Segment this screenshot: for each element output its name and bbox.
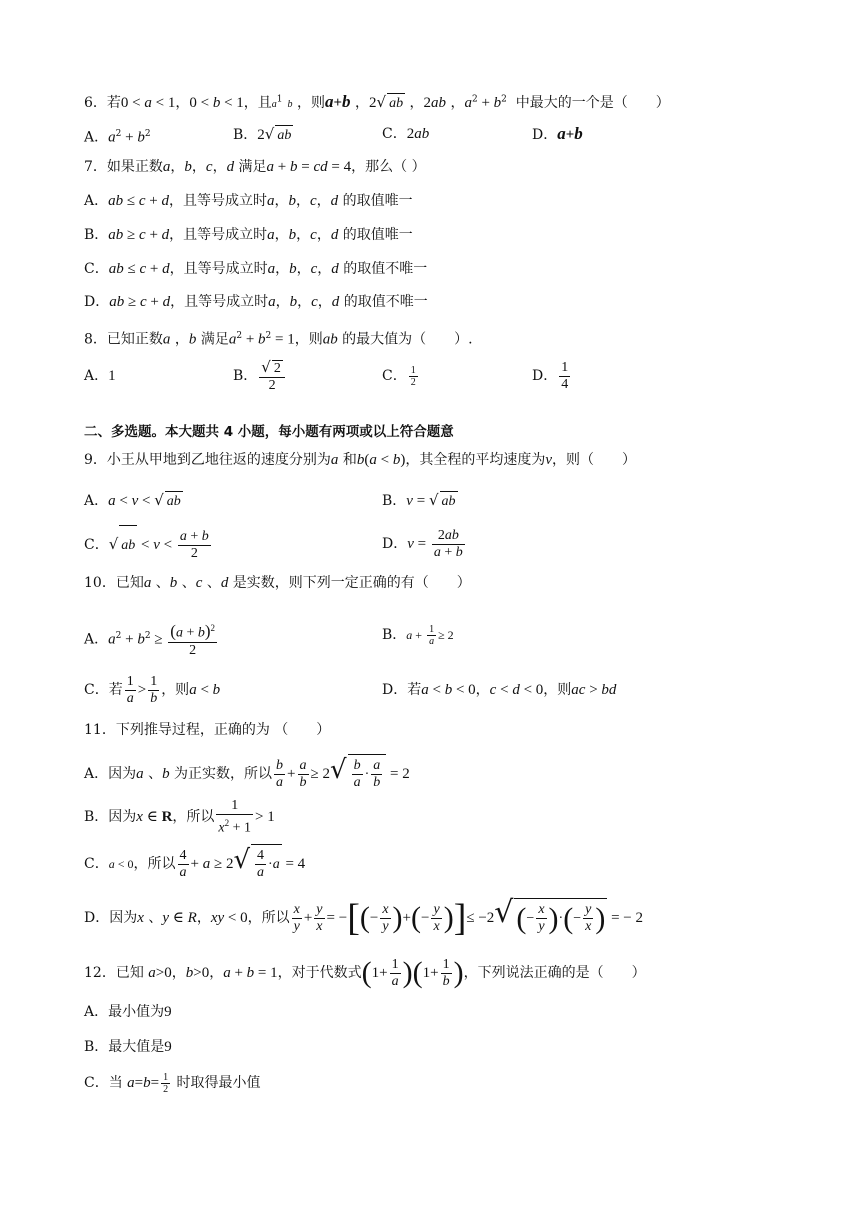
q7-option-b: B．ab ≥ c + d，且等号成立时a，b，c，d 的取值唯一: [84, 227, 413, 243]
q8-option-b: B． $\frac{√ 2}{2}$: [233, 356, 287, 396]
q9-option-a: A．a < v < √ ab: [84, 490, 183, 512]
q11-option-a: A．因为a 、b 为正实数，所以 $\frac{b}{a}$ + $\frac{a}{b}$ ≥ 2√ $\frac{b}{a}$ · $\frac{a}{b}$ = 2: [84, 750, 410, 795]
q10-option-a: A．$a^2 + b^2$ ≥ $\frac{(a + b)^2}{2}$: [84, 621, 216, 658]
q9-option-d: D．v = $\frac{2ab}{a + b}$: [382, 527, 463, 560]
q11-option-b: B．因为x ∈ R，所以 $\frac{1}{x^2 + 1}$ > 1: [84, 797, 275, 836]
q7-option-c: C．ab ≤ c + d，且等号成立时a，b，c，d 的取值不唯一: [84, 261, 428, 277]
q7-stem: 7．如果正数a，b，c，d 满足a + b = cd = 4，那么（ ）: [84, 159, 426, 175]
q12-option-a: A．最小值为9: [84, 1004, 172, 1020]
q8-option-d: D． $\frac{1}{4}$: [532, 359, 569, 392]
q9-option-c: C．√ ab < v < $\frac{a + b}{2}$: [84, 524, 213, 566]
q11-option-d: D．因为x 、y ∈ R，xy < 0，所以 $\frac{x}{y}$ + $\frac{y}{x}$ = −[(− $\frac{x}{y}$ )+(− $\frac{y}{x}$ )]≤ −2√ (− $\frac{x}{y}$ )·(− $\frac{y}{x}$ ) = − 2: [84, 895, 644, 939]
q6-option-b: B．2√ ab: [233, 124, 293, 146]
q6-option-c: C．2ab: [382, 126, 430, 142]
q8-option-c: C． $\frac{1}{2}$: [382, 364, 416, 388]
q10-option-d: D．若a < b < 0，c < d < 0，则ac > bd: [382, 682, 617, 698]
q9-stem: 9．小王从甲地到乙地往返的速度分别为a 和b(a < b)，其全程的平均速度为v，则（ ）: [84, 452, 636, 468]
q10-stem: 10．已知a 、b 、c 、d 是实数，则下列一定正确的有（ ）: [84, 575, 471, 591]
q8-stem: 8．已知正数a ，b 满足$a^2 + b^2 = 1$，则ab 的最大值为（ ）.: [84, 331, 473, 348]
q7-option-a: A．ab ≤ c + d，且等号成立时a，b，c，d 的取值唯一: [84, 193, 413, 209]
q11-stem: 11．下列推导过程，正确的为 （ ）: [84, 722, 331, 738]
q6-option-a: A．$a^2 + b^2$: [84, 129, 151, 146]
q12-option-b: B．最大值是9: [84, 1039, 172, 1055]
q10-option-c: C．若 $\frac{1}{a}$ > $\frac{1}{b}$ ，则a < b: [84, 673, 221, 706]
q6-option-d: D．a+b: [532, 124, 583, 143]
q6-stem-text: 6．若0 < a < 1，0 < b < 1，且$a^1$ b ，则a+b ，2√ ab ，2ab ，$a^2 + b^2$ 中最大的一个是（ ）: [84, 95, 670, 111]
q12-option-c: C．当 a=b= $\frac{1}{2}$ 时取得最小值: [84, 1071, 261, 1095]
q7-option-d: D．ab ≥ c + d，且等号成立时a，b，c，d 的取值不唯一: [84, 294, 428, 310]
q8-option-a: A．1: [84, 368, 116, 384]
section-title-multiple-choice: 二、多选题。本大题共 4 小题，每小题有两项或以上符合题意: [84, 424, 454, 440]
q9-option-b: B．v = √ ab: [382, 490, 458, 512]
q12-stem: 12．已知 a>0，b>0，a + b = 1，对于代数式(1+ $\frac{1}{a}$ )(1+ $\frac{1}{b}$ )，下列说法正确的是（ ）: [84, 956, 646, 989]
q10-option-b: B．a + $\frac{1}{a}$ ≥ 2: [382, 623, 454, 647]
q11-option-c: C．a < 0，所以 $\frac{4}{a}$ + a ≥ 2√ $\frac{4}{a}$ ·a = 4: [84, 840, 305, 885]
q6-stem: [84, 89, 670, 115]
